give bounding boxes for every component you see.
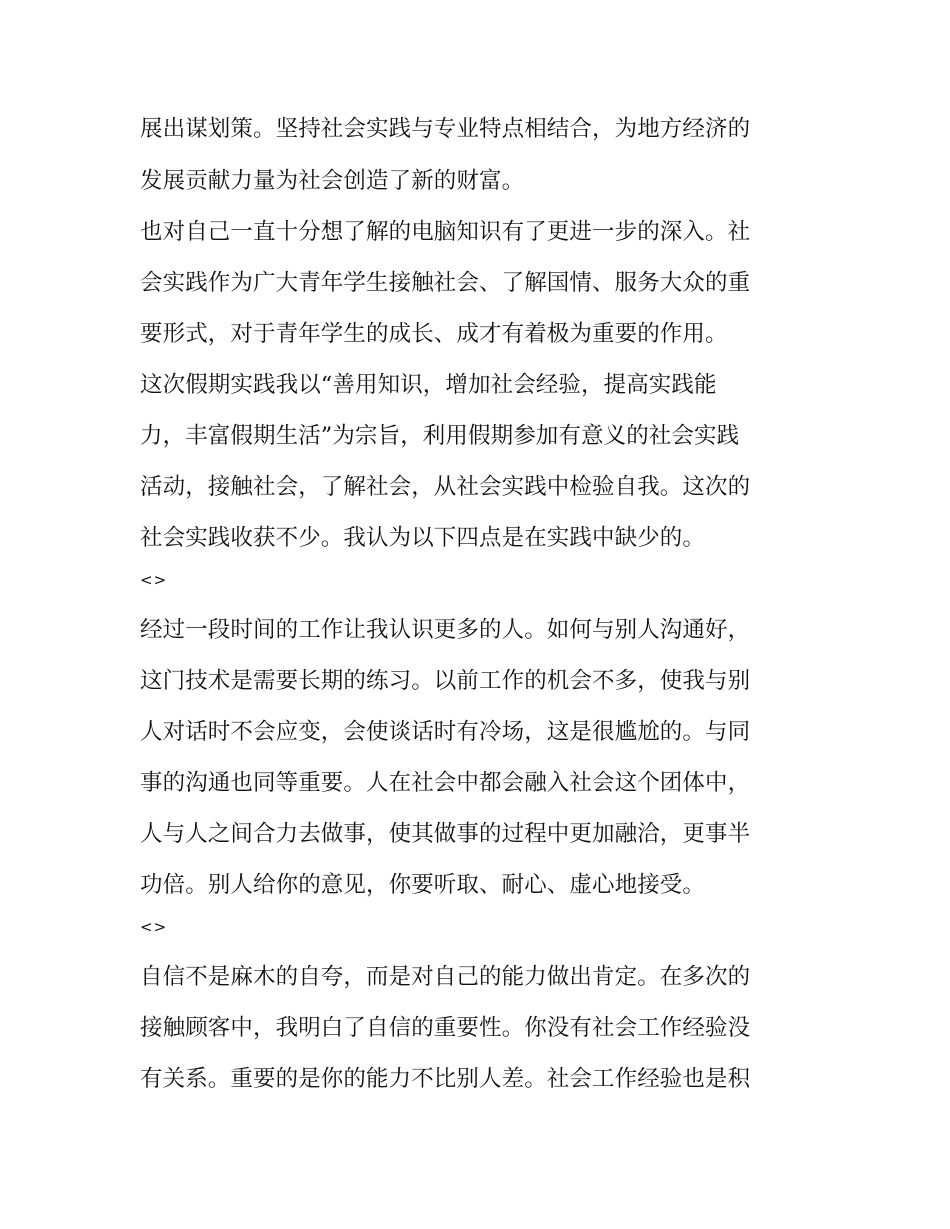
text-line: 也对自己一直十分想了解的电脑知识有了更进一步的深入。社 xyxy=(140,219,751,245)
text-line: 活动，接触社会，了解社会，从社会实践中检验自我。这次的 xyxy=(140,474,751,500)
text-line: 人与人之间合力去做事，使其做事的过程中更加融洽，更事半 xyxy=(140,821,751,847)
text-line: 人对话时不会应变，会使谈话时有冷场，这是很尴尬的。与同 xyxy=(140,719,751,745)
text-line: 经过一段时间的工作让我认识更多的人。如何与别人沟通好， xyxy=(140,617,751,643)
text-line: 要形式，对于青年学生的成长、成才有着极为重要的作用。 xyxy=(140,321,728,347)
text-line: 接触顾客中，我明白了自信的重要性。你没有社会工作经验没 xyxy=(140,1015,751,1041)
text-line: 功倍。别人给你的意见，你要听取、耐心、虚心地接受。 xyxy=(140,872,706,898)
text-line: 自信不是麻木的自夸，而是对自己的能力做出肯定。在多次的 xyxy=(140,964,751,990)
text-line: 有关系。重要的是你的能力不比别人差。社会工作经验也是积 xyxy=(140,1066,751,1092)
section-separator: <> xyxy=(140,918,168,936)
text-line: 展出谋划策。坚持社会实践与专业特点相结合，为地方经济的 xyxy=(140,116,751,142)
text-line: 事的沟通也同等重要。人在社会中都会融入社会这个团体中， xyxy=(140,770,751,796)
text-line: 发展贡献力量为社会创造了新的财富。 xyxy=(140,168,525,194)
text-line: 力，丰富假期生活”为宗旨，利用假期参加有意义的社会实践 xyxy=(140,423,740,449)
text-line: 这次假期实践我以“善用知识，增加社会经验，提高实践能 xyxy=(140,372,717,398)
section-separator: <> xyxy=(140,571,168,589)
text-line: 社会实践收获不少。我认为以下四点是在实践中缺少的。 xyxy=(140,525,706,551)
text-line: 会实践作为广大青年学生接触社会、了解国情、服务大众的重 xyxy=(140,270,751,296)
text-line: 这门技术是需要长期的练习。以前工作的机会不多，使我与别 xyxy=(140,668,751,694)
